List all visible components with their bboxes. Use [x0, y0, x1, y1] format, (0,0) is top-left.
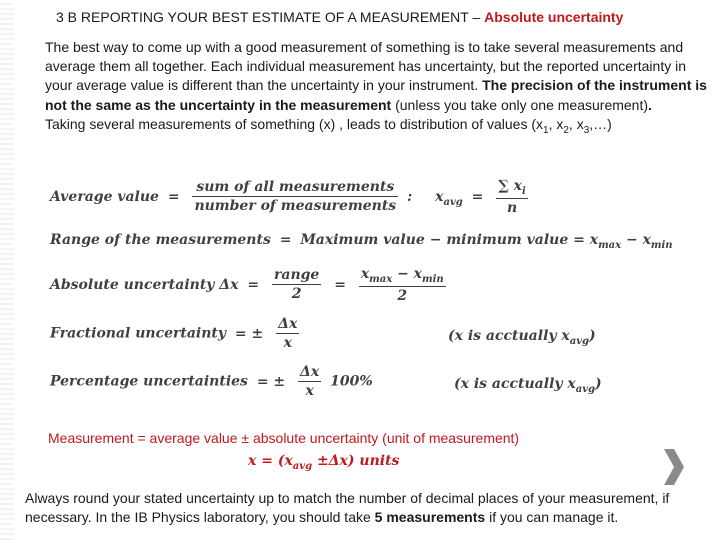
- fractional-uncertainty-formula: Fractional uncertainty = ± $\frac{\Delta x}{x}$: [50, 316, 298, 351]
- measurement-formula: $x = (x_{avg} \pm\Delta x)$ units: [248, 453, 400, 472]
- average-value-formula: Average value = sum of all measurements number of measurements : $x_{avg}$ = $\frac{\sum x_i}{n}$: [50, 178, 526, 216]
- footer-bold: 5 measurements: [374, 509, 486, 526]
- percentage-uncertainty-formula: Percentage uncertainties = ± $\frac{\Delta x}{x}$ 100%: [50, 364, 373, 399]
- page-title: 3 B REPORTING YOUR BEST ESTIMATE OF A MEASUREMENT – Absolute uncertainty: [56, 9, 624, 25]
- footer-note: Always round your stated uncertainty up to match the number of decimal places of your measurement, if necessary. In the IB Physics laboratory, you should take 5 measurements if you can manage it.: [25, 490, 670, 526]
- chevron-shape: [664, 449, 684, 485]
- percentage-note: (x is acctually $x_{avg}$): [454, 376, 602, 395]
- fractional-note: (x is acctually $x_{avg}$): [448, 328, 596, 347]
- measurement-statement: Measurement = average value ± absolute uncertainty (unit of measurement): [48, 430, 520, 446]
- decorative-edge: [0, 0, 14, 540]
- distribution-line: Taking several measurements of something (x) , leads to distribution of values ($x_1$, $x_2$, $x_3,\dots$): [45, 115, 612, 136]
- absolute-uncertainty-formula: Absolute uncertainty Δx = range 2 = $x_{max} - x_{min}$ 2: [50, 266, 444, 304]
- chevron-right-icon[interactable]: [662, 447, 686, 487]
- intro-paragraph: The best way to come up with a good measurement of something is to take several measurements and average them all together. Each individual measurement has uncertainty, but the reported uncertainty in your average value is different than the uncertainty in your instrument. The precision of the instrument is not the same as the uncertainty in the measurement (unless you take only one measurement). Taking several measurements of something (x) , leads to distribution of values ($x_1$, $x_2$, $x_3,\dots$): [45, 39, 707, 136]
- title-accent: Absolute uncertainty: [484, 9, 624, 25]
- range-formula: Range of the measurements = Maximum value − minimum value = $x_{max} - x_{min}$: [50, 232, 673, 251]
- intro-bold-statement: The precision of the instrument is not the same as the uncertainty in the measurement: [45, 77, 707, 113]
